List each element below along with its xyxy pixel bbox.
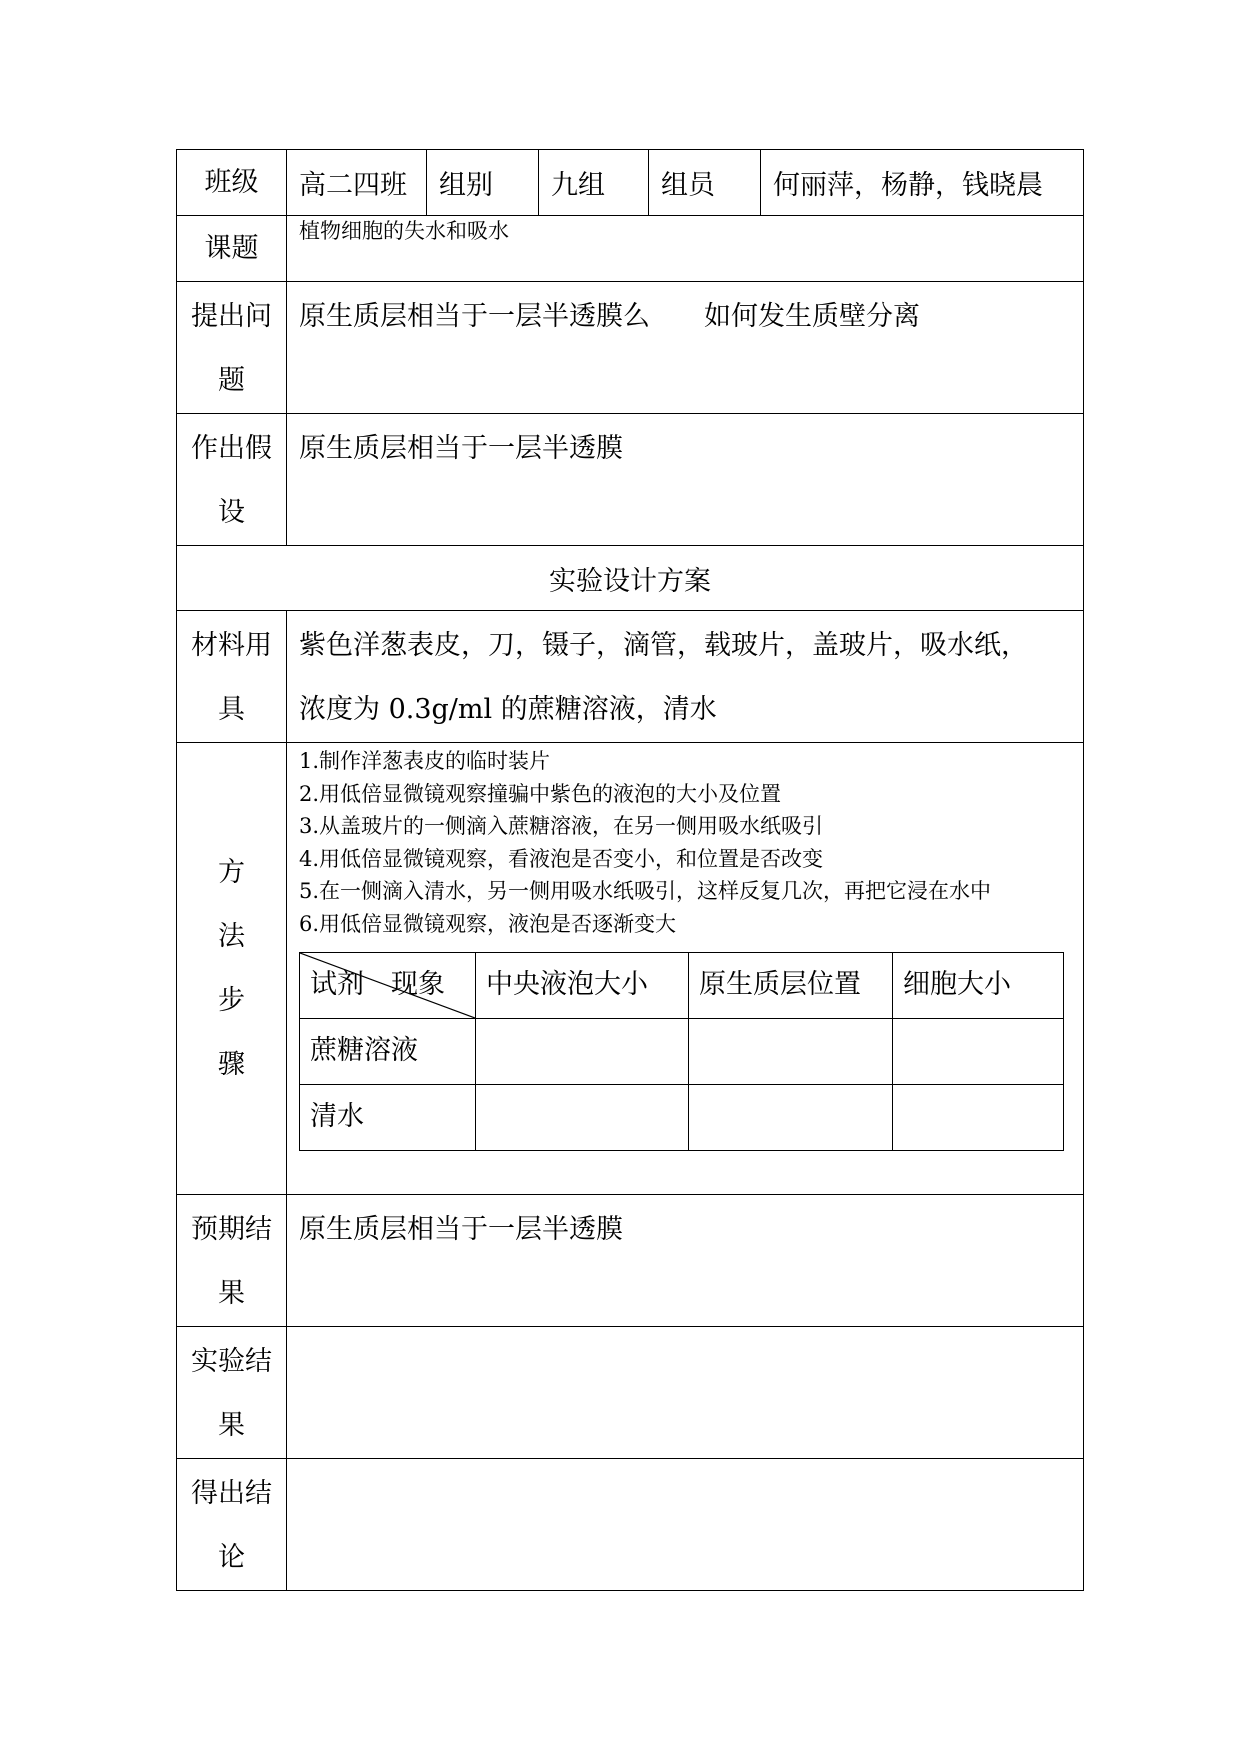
conclusion-label-line2: 论 bbox=[218, 1542, 245, 1573]
result-label bbox=[177, 1327, 287, 1459]
result-row bbox=[177, 1327, 1084, 1459]
observation-row bbox=[300, 1085, 1064, 1151]
method-step: 3.从盖玻片的一侧滴入蔗糖溶液，在另一侧用吸水纸吸引 bbox=[299, 814, 824, 838]
method-label-char: 步 bbox=[218, 984, 245, 1016]
result-label-line1: 实验结 bbox=[191, 1346, 272, 1377]
observation-row-label: 清水 bbox=[300, 1085, 476, 1151]
observation-row bbox=[300, 1019, 1064, 1085]
experiment-form bbox=[176, 149, 1084, 1591]
question-label-line2: 题 bbox=[218, 365, 245, 396]
expected-value: 原生质层相当于一层半透膜 bbox=[287, 1195, 1084, 1327]
observation-cell[interactable] bbox=[689, 1019, 893, 1085]
observation-row-label: 蔗糖溶液 bbox=[300, 1019, 476, 1085]
materials-label-line2: 具 bbox=[218, 694, 245, 725]
hypothesis-label-line1: 作出假 bbox=[191, 433, 272, 464]
method-label-char: 方 bbox=[218, 856, 245, 888]
topic-row bbox=[177, 216, 1084, 282]
observation-cell[interactable] bbox=[476, 1019, 689, 1085]
expected-label bbox=[177, 1195, 287, 1327]
result-label-line2: 果 bbox=[218, 1410, 245, 1441]
materials-label bbox=[177, 611, 287, 743]
observation-corner-label: 试剂 现象 bbox=[310, 969, 445, 1001]
materials-value bbox=[287, 611, 1084, 743]
observation-cell[interactable] bbox=[893, 1085, 1064, 1151]
method-step: 2.用低倍显微镜观察撞骗中紫色的液泡的大小及位置 bbox=[299, 781, 782, 806]
materials-line2: 浓度为 0.3g/ml 的蔗糖溶液，清水 bbox=[299, 694, 717, 725]
expected-row bbox=[177, 1195, 1084, 1327]
question-label-line1: 提出问 bbox=[191, 301, 272, 332]
question-value: 原生质层相当于一层半透膜么 如何发生质壁分离 bbox=[287, 282, 1084, 414]
conclusion-label bbox=[177, 1459, 287, 1591]
result-value[interactable] bbox=[287, 1327, 1084, 1459]
observation-corner-cell bbox=[300, 953, 476, 1019]
members-label: 组员 bbox=[649, 150, 761, 216]
topic-label: 课题 bbox=[177, 216, 287, 282]
observation-header-cell: 中央液泡大小 bbox=[476, 953, 689, 1019]
method-step: 6.用低倍显微镜观察，液泡是否逐渐变大 bbox=[299, 911, 677, 936]
method-step: 4.用低倍显微镜观察，看液泡是否变小，和位置是否改变 bbox=[299, 846, 824, 871]
method-label bbox=[177, 743, 287, 1195]
expected-label-line2: 果 bbox=[218, 1278, 245, 1309]
members-value: 何丽萍，杨静，钱晓晨 bbox=[761, 150, 1084, 216]
class-value: 高二四班 bbox=[287, 150, 427, 216]
materials-line1: 紫色洋葱表皮，刀，镊子，滴管，载玻片，盖玻片，吸水纸， bbox=[299, 630, 1028, 661]
hypothesis-row bbox=[177, 414, 1084, 546]
materials-label-line1: 材料用 bbox=[191, 630, 272, 661]
observation-header-cell: 细胞大小 bbox=[893, 953, 1064, 1019]
class-label: 班级 bbox=[177, 150, 287, 216]
expected-label-line1: 预期结 bbox=[191, 1214, 272, 1245]
group-label: 组别 bbox=[427, 150, 539, 216]
observation-cell[interactable] bbox=[893, 1019, 1064, 1085]
hypothesis-label-line2: 设 bbox=[218, 497, 245, 528]
conclusion-value[interactable] bbox=[287, 1459, 1084, 1591]
topic-value: 植物细胞的失水和吸水 bbox=[287, 216, 1084, 282]
hypothesis-value: 原生质层相当于一层半透膜 bbox=[287, 414, 1084, 546]
method-label-char: 法 bbox=[218, 920, 245, 952]
method-label-char: 骤 bbox=[218, 1048, 245, 1080]
question-label bbox=[177, 282, 287, 414]
question-row bbox=[177, 282, 1084, 414]
design-title: 实验设计方案 bbox=[177, 546, 1084, 611]
group-value: 九组 bbox=[539, 150, 649, 216]
conclusion-label-line1: 得出结 bbox=[191, 1478, 272, 1509]
observation-table bbox=[299, 952, 1064, 1151]
method-step: 5.在一侧滴入清水，另一侧用吸水纸吸引，这样反复几次，再把它浸在水中 bbox=[299, 879, 992, 903]
materials-row bbox=[177, 611, 1084, 743]
method-step: 1.制作洋葱表皮的临时装片 bbox=[299, 749, 551, 773]
observation-header-row bbox=[300, 953, 1064, 1019]
observation-header-cell: 原生质层位置 bbox=[689, 953, 893, 1019]
header-row bbox=[177, 150, 1084, 216]
method-row bbox=[177, 743, 1084, 1195]
design-title-row bbox=[177, 546, 1084, 611]
method-steps bbox=[287, 743, 1084, 1195]
observation-cell[interactable] bbox=[476, 1085, 689, 1151]
observation-cell[interactable] bbox=[689, 1085, 893, 1151]
hypothesis-label bbox=[177, 414, 287, 546]
conclusion-row bbox=[177, 1459, 1084, 1591]
